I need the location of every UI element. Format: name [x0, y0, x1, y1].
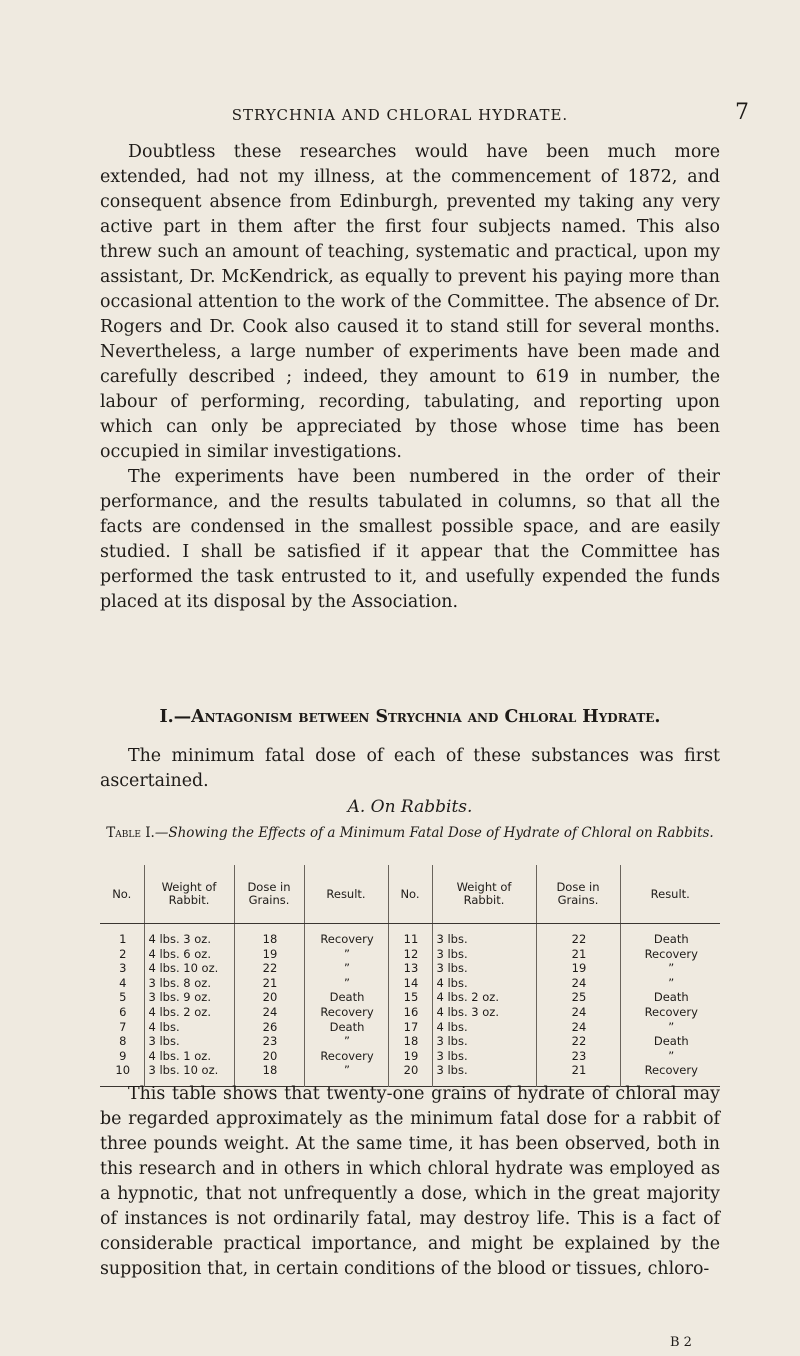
cell-dose: 26 [262, 1019, 278, 1034]
column-left-dose [234, 924, 304, 1087]
paragraph-researches [100, 140, 720, 615]
cell-no: 10 [115, 1063, 131, 1078]
cell-result: Recovery [644, 1063, 698, 1078]
cell-weight: 4 lbs. 10 oz. [148, 961, 219, 976]
cell-dose: 21 [571, 946, 587, 961]
header-no: No. [388, 865, 432, 924]
cell-result: Death [653, 1034, 689, 1049]
cell-dose: 20 [262, 990, 278, 1005]
cell-result: ” [344, 1034, 350, 1049]
cell-weight: 4 lbs. 2 oz. [436, 990, 499, 1005]
cell-weight: 4 lbs. 3 oz. [436, 1004, 499, 1019]
cell-no: 12 [403, 946, 419, 961]
header-result: Result. [620, 865, 720, 924]
header-result: Result. [304, 865, 388, 924]
header-no: No. [100, 865, 144, 924]
table-body-row [100, 924, 720, 1087]
cell-weight: 4 lbs. [436, 1019, 468, 1034]
cell-no: 15 [403, 990, 419, 1005]
cell-no: 9 [119, 1048, 127, 1063]
cell-no: 6 [119, 1004, 127, 1019]
cell-result: ” [344, 946, 350, 961]
cell-dose: 21 [262, 975, 278, 990]
header-dose: Dose in Grains. [234, 865, 304, 924]
cell-result: ” [668, 1048, 675, 1063]
cell-dose: 25 [571, 990, 587, 1005]
cell-no: 8 [119, 1034, 127, 1049]
cell-result: Death [329, 990, 365, 1005]
table-header-row [100, 865, 720, 924]
column-left-weight [144, 924, 234, 1087]
cell-weight: 3 lbs. 10 oz. [148, 1063, 219, 1078]
cell-dose: 22 [262, 961, 278, 976]
cell-weight: 3 lbs. [436, 1034, 468, 1049]
cell-weight: 4 lbs. [436, 975, 468, 990]
cell-dose: 22 [571, 932, 587, 946]
cell-result: Recovery [320, 1048, 374, 1063]
header-weight: Weight of Rabbit. [432, 865, 536, 924]
table-caption-lead: Table I. [106, 825, 155, 841]
cell-weight: 4 lbs. 2 oz. [148, 1004, 211, 1019]
cell-dose: 19 [262, 946, 278, 961]
cell-no: 16 [403, 1004, 419, 1019]
cell-weight: 3 lbs. [436, 1063, 468, 1078]
cell-result: ” [668, 961, 675, 976]
cell-no: 11 [403, 932, 419, 946]
cell-weight: 3 lbs. [436, 932, 468, 946]
table-caption-text: —Showing the Effects of a Minimum Fatal Dose of Hydrate of Chloral on Rabbits. [154, 825, 714, 841]
cell-dose: 20 [262, 1048, 278, 1063]
cell-result: Death [653, 990, 689, 1005]
column-right-weight [432, 924, 536, 1087]
page-number: 7 [735, 100, 749, 125]
cell-dose: 24 [571, 1019, 587, 1034]
cell-dose: 24 [571, 975, 587, 990]
cell-no: 3 [119, 961, 127, 976]
cell-weight: 4 lbs. 6 oz. [148, 946, 211, 961]
cell-result: ” [344, 961, 350, 976]
cell-no: 1 [119, 932, 127, 946]
cell-weight: 3 lbs. [148, 1034, 180, 1049]
cell-result: Death [653, 932, 689, 946]
cell-no: 18 [403, 1034, 419, 1049]
column-right-no [388, 924, 432, 1087]
cell-no: 14 [403, 975, 419, 990]
cell-result: ” [668, 1019, 675, 1034]
cell-no: 5 [119, 990, 127, 1005]
cell-weight: 4 lbs. [148, 1019, 180, 1034]
cell-dose: 23 [262, 1034, 278, 1049]
cell-result: ” [344, 1063, 350, 1078]
cell-dose: 19 [571, 961, 587, 976]
cell-dose: 24 [571, 1004, 587, 1019]
subheading-rabbits: A. On Rabbits. [347, 797, 473, 817]
cell-weight: 4 lbs. 1 oz. [148, 1048, 211, 1063]
column-left-no [100, 924, 144, 1087]
cell-weight: 3 lbs. [436, 961, 468, 976]
cell-weight: 3 lbs. 8 oz. [148, 975, 211, 990]
cell-result: Recovery [644, 946, 698, 961]
cell-no: 13 [403, 961, 419, 976]
cell-no: 7 [119, 1019, 127, 1034]
cell-result: Recovery [320, 1004, 374, 1019]
cell-weight: 3 lbs. [436, 946, 468, 961]
cell-result: Death [329, 1019, 365, 1034]
cell-dose: 22 [571, 1034, 587, 1049]
cell-dose: 21 [571, 1063, 587, 1078]
cell-dose: 18 [262, 1063, 278, 1078]
paragraph-experiments-text: The experiments have been numbered in the order of their performance, and the results tabulated in columns, so that all the facts are condensed in the smallest possible space, and are easily studied. I shall be satisfied if it appear that the Committee has performed the task entrusted to it, and usefully expended the funds placed at its disposal by the Association. [100, 467, 720, 612]
data-table [100, 865, 720, 1087]
cell-no: 4 [119, 975, 127, 990]
cell-result: ” [344, 975, 350, 990]
cell-result: ” [668, 975, 675, 990]
cell-weight: 3 lbs. 9 oz. [148, 990, 211, 1005]
header-weight: Weight of Rabbit. [144, 865, 234, 924]
header-dose: Dose in Grains. [536, 865, 620, 924]
cell-dose: 24 [262, 1004, 278, 1019]
cell-weight: 4 lbs. 3 oz. [148, 932, 211, 946]
running-title: STRYCHNIA AND CHLORAL HYDRATE. [231, 106, 569, 124]
column-left-result [304, 924, 388, 1087]
cell-no: 17 [403, 1019, 419, 1034]
cell-no: 2 [119, 946, 127, 961]
cell-dose: 18 [262, 932, 278, 946]
cell-dose: 23 [571, 1048, 587, 1063]
cell-no: 20 [403, 1063, 419, 1078]
paragraph-conclusion: This table shows that twenty-one grains of hydrate of chloral may be regarded approximately as the minimum fatal dose for a rabbit of three pounds weight. At the same time, it has been observed, both in this research and in others in which chloral hydrate was employed as a hypnotic, that not unfrequently a dose, which in the great majority of instances is not ordinarily fatal, may destroy life. This is a fact of considerable practical importance, and might be explained by the supposition that, in certain conditions of the blood or tissues, chloro- [100, 1084, 720, 1279]
paragraph-researches-text: Doubtless these researches would have been much more extended, had not my illness, at the commencement of 1872, and consequent absence from Edinburgh, prevented my taking any very active part in them after the first four subjects named. This also threw such an amount of teaching, systematic and practical, upon my assistant, Dr. McKendrick, as equally to prevent his paying more than occasional attention to the work of the Committee. The absence of Dr. Rogers and Dr. Cook also caused it to stand still for several months. Nevertheless, a large number of experiments have been made and carefully described ; indeed, they amount to 619 in number, the labour of performing, recording, tabulating, and reporting upon which can only be appreciated by those whose time has been occupied in similar investigations. [100, 142, 720, 462]
cell-result: Recovery [644, 1004, 698, 1019]
table-caption [100, 824, 720, 842]
cell-no: 19 [403, 1048, 419, 1063]
section-heading: I.—Antagonism between Strychnia and Chloral Hydrate. [159, 707, 661, 727]
column-right-result [620, 924, 720, 1087]
signature-mark: B 2 [670, 1335, 692, 1350]
column-right-dose [536, 924, 620, 1087]
cell-weight: 3 lbs. [436, 1048, 468, 1063]
cell-result: Recovery [320, 932, 374, 946]
section-intro: The minimum fatal dose of each of these substances was first ascertained. [100, 746, 720, 791]
